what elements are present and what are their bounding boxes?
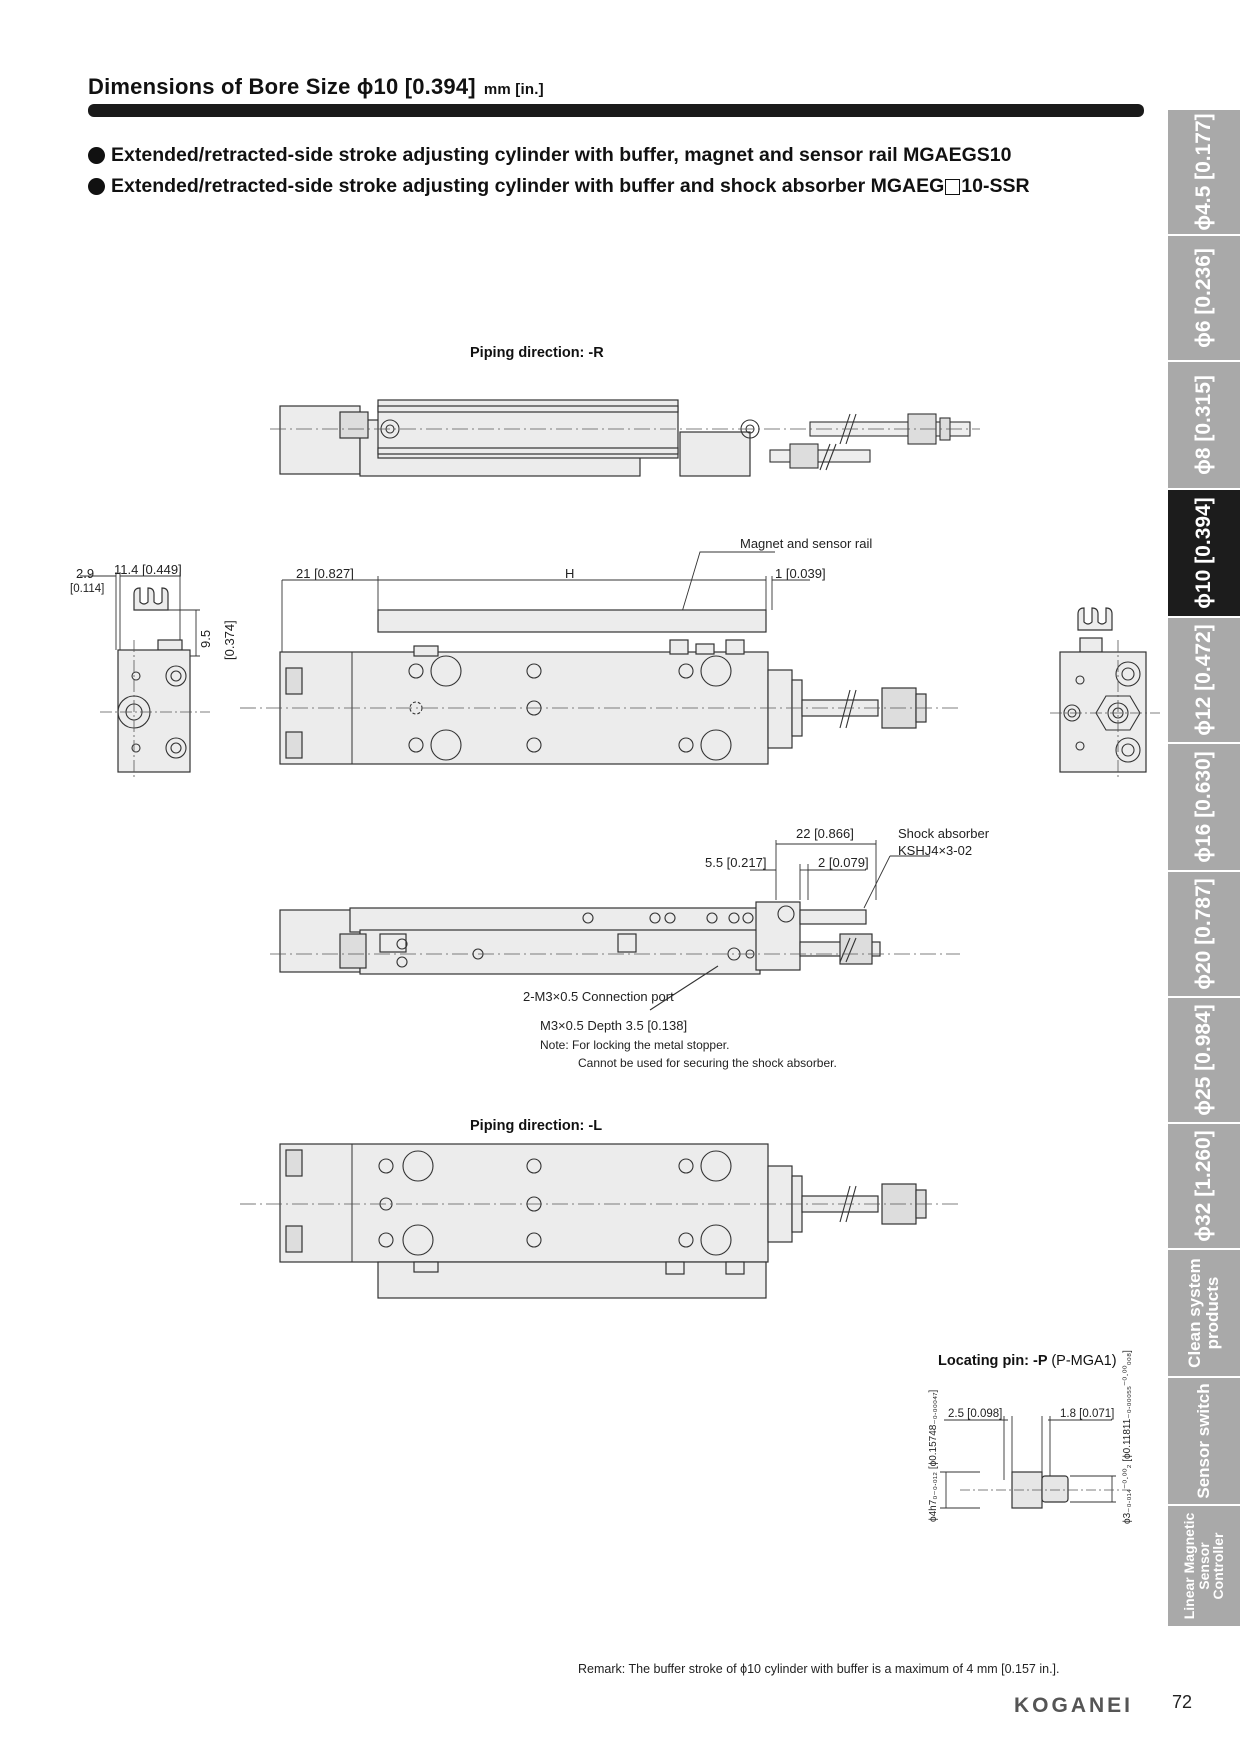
dim-5-5-label: 5.5 [0.217] xyxy=(705,855,767,870)
tab-phi6[interactable] xyxy=(1168,236,1240,362)
page-number: 72 xyxy=(1172,1692,1193,1712)
locating-pin-drawing xyxy=(940,1380,1140,1530)
tab-label: ϕ6 [0.236] xyxy=(1191,248,1215,348)
tab-phi4-5[interactable] xyxy=(1168,110,1240,236)
bottom-view-l-drawing xyxy=(250,1140,970,1320)
tab-phi8[interactable] xyxy=(1168,362,1240,490)
pin-diameter-4-label: ϕ4h7₀₋₀.₀₁₂ [ϕ0.15748₋₀.₀₀₀₄₇] xyxy=(928,1389,939,1522)
note-line-2: Cannot be used for securing the shock absorber. xyxy=(578,1056,837,1070)
note-line-1: Note: For locking the metal stopper. xyxy=(540,1038,730,1052)
tab-phi16[interactable] xyxy=(1168,744,1240,872)
left-side-view-drawing xyxy=(100,580,210,780)
title-unit: mm [in.] xyxy=(483,81,544,98)
right-side-view-drawing xyxy=(1050,600,1160,780)
tab-linear-magnetic[interactable] xyxy=(1168,1506,1240,1628)
shock-absorber-label: Shock absorber xyxy=(898,826,990,841)
tab-sensor-switch[interactable] xyxy=(1168,1378,1240,1506)
magnet-rail-label: Magnet and sensor rail xyxy=(740,536,873,551)
tab-label: ϕ32 [1.260] xyxy=(1191,1130,1215,1242)
title-text: Dimensions of Bore Size ϕ10 [0.394] xyxy=(88,74,476,99)
locating-pin-label xyxy=(938,1353,1117,1369)
piping-direction-r-label: Piping direction: -R xyxy=(470,345,604,361)
box-placeholder-icon xyxy=(945,179,960,195)
pin-1-8-label: 1.8 [0.071] xyxy=(1060,1408,1115,1420)
bullet-text-2-suffix: 10-SSR xyxy=(961,175,1030,197)
bullet-dot-icon xyxy=(88,178,105,195)
dim-2-label: 2 [0.079] xyxy=(818,855,869,870)
tab-phi25[interactable] xyxy=(1168,998,1240,1124)
dim-2-9-label: 2.9 xyxy=(76,566,95,581)
bullet-text-2-prefix: Extended/retracted-side stroke adjusting cylinder with buffer and shock absorber MGAEG xyxy=(111,175,945,197)
tab-label: ϕ10 [0.394] xyxy=(1191,497,1215,609)
tab-label: ϕ16 [0.630] xyxy=(1191,751,1215,863)
tab-label: ϕ20 [0.787] xyxy=(1191,878,1215,990)
tab-phi20[interactable] xyxy=(1168,872,1240,998)
shock-absorber-view-drawing xyxy=(270,830,973,1000)
tab-clean-system[interactable] xyxy=(1168,1250,1240,1378)
tab-phi12[interactable] xyxy=(1168,618,1240,744)
page-title xyxy=(88,74,544,100)
tab-label: Linear Magnetic Sensor Controller xyxy=(1180,1512,1227,1620)
tab-label: ϕ4.5 [0.177] xyxy=(1191,113,1215,231)
tab-label: ϕ25 [0.984] xyxy=(1191,1004,1215,1116)
dim-22-label: 22 [0.866] xyxy=(796,826,854,841)
bullet-text-1: Extended/retracted-side stroke adjusting cylinder with buffer, magnet and sensor rail MGAEGS10 xyxy=(111,144,1012,166)
tab-label: ϕ12 [0.472] xyxy=(1191,624,1215,736)
locating-pin-model: (P-MGA1) xyxy=(1051,1353,1117,1369)
tab-phi32[interactable] xyxy=(1168,1124,1240,1250)
front-view-drawing xyxy=(250,560,970,780)
connection-port-label: 2-M3×0.5 Connection port xyxy=(523,989,674,1004)
buffer-stroke-remark: Remark: The buffer stroke of ϕ10 cylinder with buffer is a maximum of 4 mm [0.157 in.]. xyxy=(578,1662,1060,1676)
tab-label: ϕ8 [0.315] xyxy=(1191,375,1215,475)
pin-diameter-3-label: ϕ3₋₀.₀₁₄⁻⁰·⁰⁰₂ [ϕ0.11811₋₀.₀₀₀₅₅⁻⁰·⁰⁰₀₀₈] xyxy=(1122,1350,1133,1524)
bullet-dot-icon xyxy=(88,147,105,164)
dim-h-label: H xyxy=(565,566,575,581)
title-underline-bar xyxy=(88,104,1144,117)
dim-1-label: 1 [0.039] xyxy=(775,566,826,581)
dim-21-label: 21 [0.827] xyxy=(296,566,354,581)
tab-label: Clean system products xyxy=(1185,1258,1222,1368)
koganei-logo: KOGANEI xyxy=(1014,1694,1134,1717)
dim-11-4-label: 11.4 [0.449] xyxy=(114,562,182,577)
bullet-line-2 xyxy=(88,175,1030,198)
dim-0-374-label: [0.374] xyxy=(222,620,237,660)
shock-model-label: KSHJ4×3-02 xyxy=(898,843,973,858)
piping-direction-l-label: Piping direction: -L xyxy=(470,1118,603,1134)
locating-pin-title: Locating pin: -P xyxy=(938,1353,1048,1369)
top-view-r-drawing xyxy=(270,390,970,490)
bullet-line-1 xyxy=(88,144,1011,167)
tab-phi10[interactable] xyxy=(1168,490,1240,618)
tab-label: Sensor switch xyxy=(1194,1383,1214,1499)
dim-9-5-label: 9.5 xyxy=(198,629,213,648)
dim-0-114-label: [0.114] xyxy=(70,583,105,595)
pin-2-5-label: 2.5 [0.098] xyxy=(948,1408,1003,1420)
m3-depth-label: M3×0.5 Depth 3.5 [0.138] xyxy=(540,1018,688,1033)
